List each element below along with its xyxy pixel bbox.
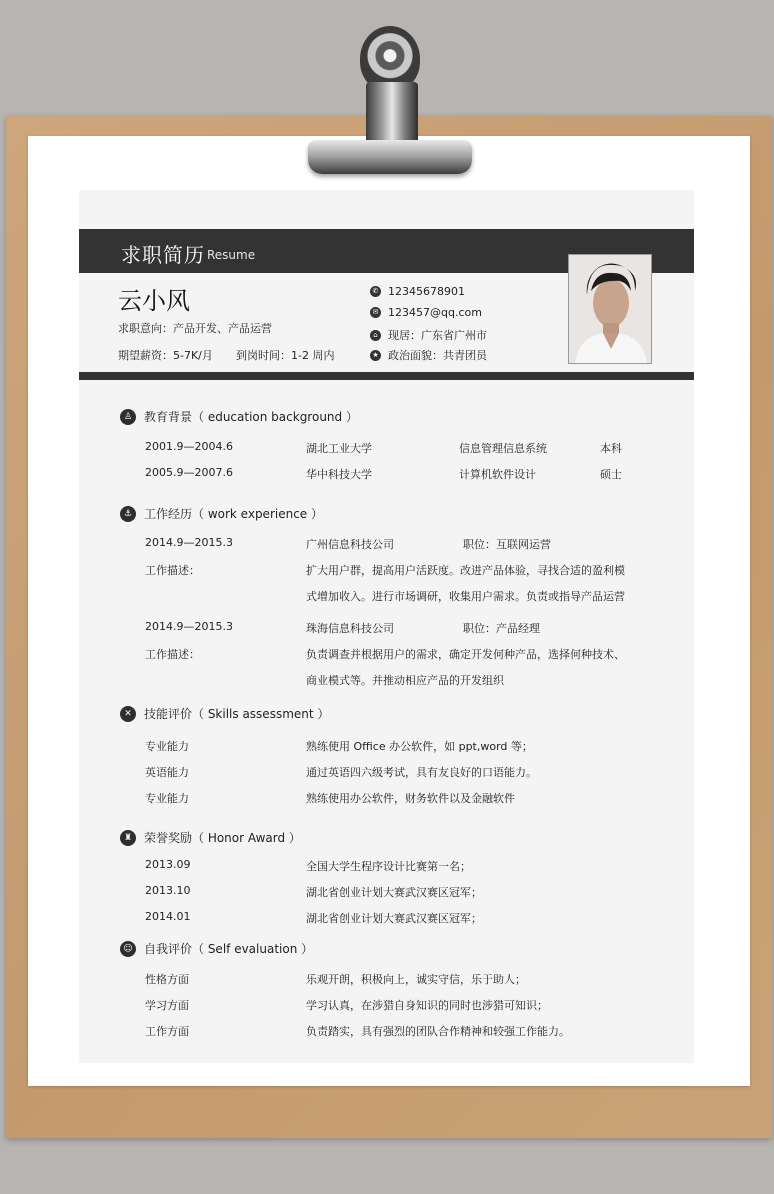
job-position: 职位：互联网运营 [463,538,551,551]
skills-section-title: ✕ 技能评价（ Skills assessment ） [120,705,329,722]
job-period: 2014.9—2015.3 [145,620,233,633]
self-label: 性格方面 [145,973,189,986]
honor-section-title: ♜ 荣誉奖励（ Honor Award ） [120,829,301,846]
user-icon: ☺ [120,941,136,957]
expected-salary: 期望薪资：5-7K/月 [118,349,213,362]
edu-major: 信息管理信息系统 [459,442,547,455]
honor-date: 2014.01 [145,910,191,923]
edu-degree: 硕士 [600,468,622,481]
edu-degree: 本科 [600,442,622,455]
edu-major: 计算机软件设计 [459,468,536,481]
job-period: 2014.9—2015.3 [145,536,233,549]
self-eval-section-title: ☺ 自我评价（ Self evaluation ） [120,940,313,957]
edu-school: 湖北工业大学 [306,442,372,455]
honor-value: 湖北省创业计划大赛武汉赛区冠军； [306,886,482,899]
binder-clip-icon [296,26,476,176]
phone-text: 12345678901 [388,285,465,298]
phone-icon: ✆ [370,286,381,297]
job-desc-line: 式增加收入。进行市场调研，收集用户需求。负责或指导产品运营 [306,590,625,603]
skill-label: 英语能力 [145,766,189,779]
residence-text: 现居：广东省广州市 [388,329,487,342]
skill-value: 熟练使用 Office 办公软件，如 ppt,word 等； [306,740,533,753]
self-label: 工作方面 [145,1025,189,1038]
honor-value: 全国大学生程序设计比赛第一名； [306,860,471,873]
edu-period: 2001.9—2004.6 [145,440,233,453]
contact-email [370,306,482,319]
briefcase-icon: ⚓ [120,506,136,522]
honor-value: 湖北省创业计划大赛武汉赛区冠军； [306,912,482,925]
job-position: 职位：产品经理 [463,622,540,635]
contact-residence [370,327,487,343]
job-company: 广州信息科技公司 [306,538,394,551]
applicant-name: 云小风 [118,287,190,315]
self-value: 学习认真，在涉猎自身知识的同时也涉猎可知识； [306,999,548,1012]
edu-period: 2005.9—2007.6 [145,466,233,479]
job-desc-label: 工作描述： [145,648,200,661]
email-text: 123457@qq.com [388,306,482,319]
skill-value: 通过英语四六级考试，具有友良好的口语能力。 [306,766,537,779]
profile-photo [568,254,652,364]
mail-icon: ✉ [370,307,381,318]
education-section-title: ♙ 教育背景（ education background ） [120,408,358,425]
contact-political [370,347,487,363]
job-desc-label: 工作描述： [145,564,200,577]
trophy-icon: ♜ [120,830,136,846]
self-value: 负责踏实，具有强烈的团队合作精神和较强工作能力。 [306,1025,570,1038]
self-label: 学习方面 [145,999,189,1012]
header-divider [79,372,694,380]
contact-phone [370,285,465,298]
job-desc-line: 负责调查并根据用户的需求，确定开发何种产品，选择何种技术、 [306,648,625,661]
edu-school: 华中科技大学 [306,468,372,481]
job-intent: 求职意向：产品开发、产品运营 [118,322,272,335]
skill-value: 熟练使用办公软件，财务软件以及金融软件 [306,792,515,805]
graduation-icon: ♙ [120,409,136,425]
wrench-icon: ✕ [120,706,136,722]
skill-label: 专业能力 [145,740,189,753]
star-icon: ★ [370,350,381,361]
title-en: Resume [207,248,256,262]
job-desc-line: 商业模式等。并推动相应产品的开发组织 [306,674,504,687]
honor-date: 2013.10 [145,884,191,897]
honor-date: 2013.09 [145,858,191,871]
work-section-title: ⚓ 工作经历（ work experience ） [120,505,323,522]
political-text: 政治面貌：共青团员 [388,349,487,362]
arrival-time: 到岗时间：1-2 周内 [236,349,335,362]
job-company: 珠海信息科技公司 [306,622,394,635]
self-value: 乐观开朗，积极向上，诚实守信，乐于助人； [306,973,526,986]
title-cn: 求职简历 [121,243,205,267]
skill-label: 专业能力 [145,792,189,805]
job-desc-line: 扩大用户群，提高用户活跃度。改进产品体验，寻找合适的盈利模 [306,564,625,577]
location-icon: ⌂ [370,330,381,341]
